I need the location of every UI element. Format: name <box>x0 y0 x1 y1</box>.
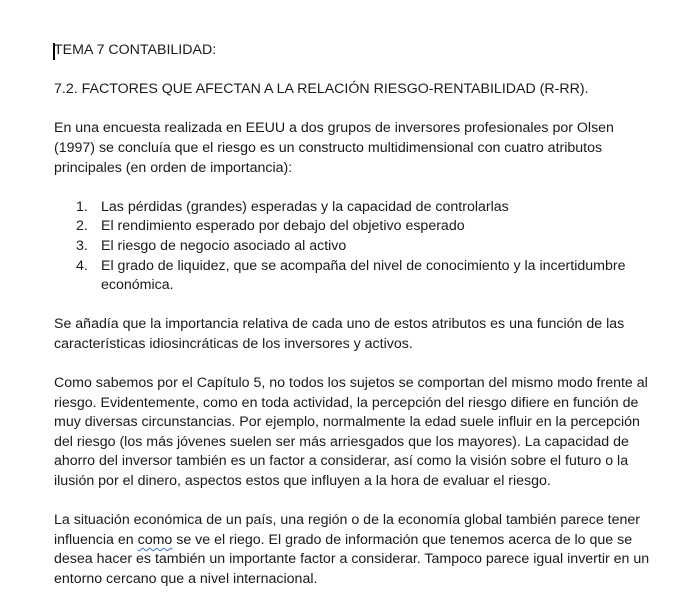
list-item <box>54 198 654 218</box>
list-item <box>54 217 654 237</box>
spacer <box>54 178 654 198</box>
list-item-number: 4. <box>76 257 88 274</box>
text-cursor <box>53 43 55 60</box>
spacer <box>54 100 654 120</box>
document-title-block <box>54 41 654 61</box>
importance-paragraph: Se añadía que la importancia relativa de cada uno de estos atributos es una función de las características idiosincráticas de los inversores y activos. <box>54 316 625 352</box>
spellcheck-flagged-word[interactable]: como <box>137 531 173 548</box>
economy-paragraph-text: se ve el riego. El grado de información que tenemos acerca de lo que se desea hacer es también un importante factor a considerar. Tampoco parece igual invertir en un entorno cercano que a nivel internacional. <box>54 531 650 588</box>
spacer <box>54 355 654 375</box>
list-item <box>54 257 654 296</box>
list-item-text: El rendimiento esperado por debajo del objetivo esperado <box>101 218 465 235</box>
list-item-text: El grado de liquidez, que se acompaña del nivel de conocimiento y la incertidumbre económica. <box>101 257 626 294</box>
spacer <box>54 61 654 81</box>
list-item-text: El riesgo de negocio asociado al activo <box>101 237 347 254</box>
list-item-number: 2. <box>76 218 88 235</box>
economy-paragraph-text: La situación económica de un país, una región o de la economía global también parece tener influencia en <box>54 512 641 548</box>
document-body[interactable] <box>54 41 654 590</box>
section-heading: 7.2. FACTORES QUE AFECTAN A LA RELACIÓN RIESGO-RENTABILIDAD (R-RR). <box>54 81 589 98</box>
spacer <box>54 296 654 316</box>
list-item-number: 1. <box>76 198 88 215</box>
intro-paragraph: En una encuesta realizada en EEUU a dos grupos de inversores profesionales por Olsen (1997) se concluía que el riesgo es un constructo multidimensional con cuatro atributos principales (en orden de importancia): <box>54 120 614 176</box>
list-item <box>54 237 654 257</box>
document-title: TEMA 7 CONTABILIDAD: <box>54 42 217 58</box>
risk-attributes-list <box>54 198 654 296</box>
spacer <box>54 492 654 512</box>
list-item-number: 3. <box>76 237 88 254</box>
list-item-text: Las pérdidas (grandes) esperadas y la capacidad de controlarlas <box>101 198 509 215</box>
economy-paragraph <box>54 511 654 589</box>
perception-paragraph: Como sabemos por el Capítulo 5, no todos los sujetos se comportan del mismo modo frente al riesgo. Evidentemente, como en toda actividad, la percepción del riesgo difiere en función de muy diversas circunstancias. Por ejemplo, normalmente la edad suele influir en la percepción del riesgo (los más jóvenes suelen ser más arriesgados que los mayores). La capacidad de ahorro del inversor también es un factor a considerar, así como la visión sobre el futuro o la ilusión por el dinero, aspectos estos que influyen a la hora de evaluar el riesgo. <box>54 375 648 490</box>
